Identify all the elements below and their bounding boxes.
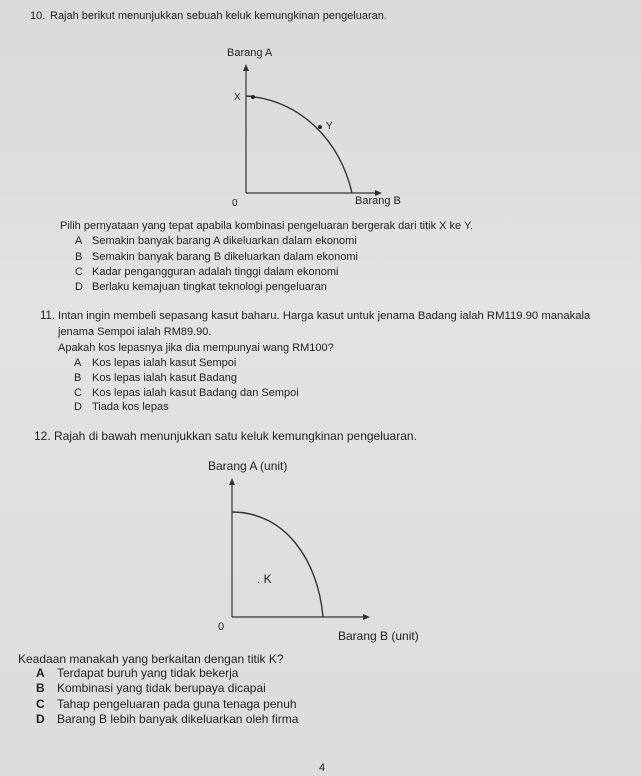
q11-option-text-b: Kos lepas ialah kasut Badang — [92, 372, 237, 384]
q12-x-axis-label: Barang B (unit) — [338, 629, 419, 643]
q12-option-text-d: Barang B lebih banyak dikeluarkan oleh firma — [57, 712, 299, 726]
q10-option-text-c: Kadar pengangguran adalah tinggi dalam ekonomi — [92, 266, 339, 278]
q11-option-letter-c: C — [74, 387, 82, 399]
q12-option-text-a: Terdapat buruh yang tidak bekerja — [57, 666, 239, 680]
q11-option-letter-b: B — [74, 372, 82, 384]
q10-option-text-a: Semakin banyak barang A dikeluarkan dalam ekonomi — [92, 235, 357, 247]
q10-stem: Rajah berikut menunjukkan sebuah keluk kemungkinan pengeluaran. — [50, 10, 387, 22]
q10-option-text-d: Berlaku kemajuan tingkat teknologi pengeluaran — [92, 281, 327, 293]
q10-question: Pilih pernyataan yang tepat apabila kombinasi pengeluaran bergerak dari titik X ke Y. — [60, 220, 473, 232]
q12-point-k-label: . K — [257, 572, 272, 586]
q10-point-x-label: X — [234, 92, 241, 103]
q10-x-axis-label: Barang B — [355, 195, 401, 207]
q12-y-axis-label: Barang A (unit) — [208, 459, 288, 473]
q12-option-text-b: Kombinasi yang tidak berupaya dicapai — [57, 681, 266, 695]
q11-option-text-c: Kos lepas ialah kasut Badang dan Sempoi — [92, 387, 299, 399]
q10-y-axis-label: Barang A — [227, 47, 273, 59]
q12-option-letter-d: D — [36, 712, 45, 726]
q11-stem-line2: jenama Sempoi ialah RM89.90. — [58, 326, 212, 338]
q12-number: 12. — [34, 429, 51, 443]
q12-option-letter-b: B — [36, 681, 45, 695]
q11-option-letter-a: A — [74, 357, 82, 369]
q11-stem-line1: Intan ingin membeli sepasang kasut baharu. Harga kasut untuk jenama Badang ialah RM119.90 manakala — [58, 310, 591, 322]
q12-option-text-c: Tahap pengeluaran pada guna tenaga penuh — [57, 697, 297, 711]
q12-origin-label: 0 — [218, 621, 225, 633]
q12-option-letter-c: C — [36, 697, 45, 711]
q11-option-text-d: Tiada kos lepas — [92, 401, 169, 413]
q10-point-y-label: Y — [326, 121, 333, 132]
q12-ppf-curve — [232, 512, 323, 617]
q10-option-letter-b: B — [75, 251, 83, 263]
q10-option-text-b: Semakin banyak barang B dikeluarkan dalam ekonomi — [92, 251, 358, 263]
q11-option-text-a: Kos lepas ialah kasut Sempoi — [92, 357, 237, 369]
q10-number: 10. — [30, 10, 46, 22]
q11-option-letter-d: D — [74, 401, 82, 413]
q12-y-axis-arrow — [229, 478, 235, 485]
q11-question: Apakah kos lepasnya jika dia mempunyai wang RM100? — [58, 342, 334, 354]
q12-option-letter-a: A — [36, 666, 45, 680]
q12-question: Keadaan manakah yang berkaitan dengan titik K? — [18, 652, 284, 666]
q10-option-letter-d: D — [75, 281, 83, 293]
q10-option-letter-c: C — [75, 266, 83, 278]
page-number: 4 — [319, 762, 326, 774]
q10-option-letter-a: A — [75, 235, 83, 247]
q11-number: 11. — [40, 310, 56, 322]
q12-x-axis-arrow — [363, 614, 370, 620]
q10-origin-label: 0 — [232, 198, 238, 209]
q12-stem: Rajah di bawah menunjukkan satu keluk kemungkinan pengeluaran. — [54, 429, 417, 443]
